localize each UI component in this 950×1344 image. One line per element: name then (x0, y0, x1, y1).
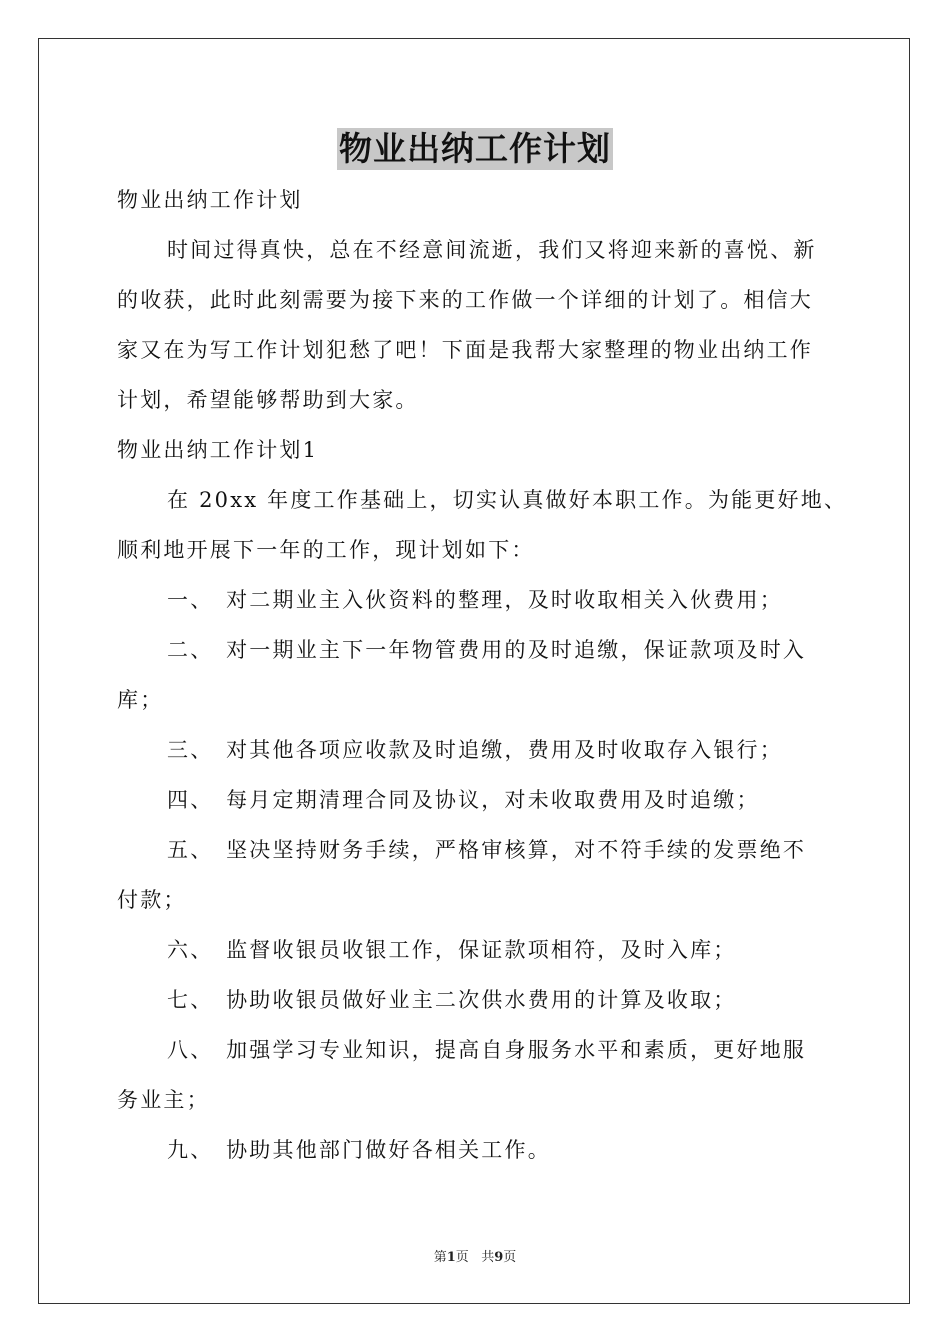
list-item-continuation: 务业主； (117, 1088, 210, 1112)
paragraph-line: 时间过得真快，总在不经意间流逝，我们又将迎来新的喜悦、新 (167, 238, 817, 262)
paragraph-line: 家又在为写工作计划犯愁了吧！下面是我帮大家整理的物业出纳工作 (117, 338, 813, 362)
total-pages: 9 (494, 1250, 504, 1265)
page-prefix: 第 (433, 1250, 447, 1265)
paragraph-line: 的收获，此时此刻需要为接下来的工作做一个详细的计划了。相信大 (117, 288, 813, 312)
list-item: 九、 协助其他部门做好各相关工作。 (167, 1138, 551, 1162)
list-item: 八、 加强学习专业知识，提高自身服务水平和素质，更好地服 (167, 1038, 807, 1062)
list-item: 七、 协助收银员做好业主二次供水费用的计算及收取； (167, 988, 737, 1012)
list-item-continuation: 付款； (117, 888, 187, 912)
list-item: 六、 监督收银员收银工作，保证款项相符，及时入库； (167, 938, 737, 962)
paragraph-line: 顺利地开展下一年的工作，现计划如下： (117, 538, 535, 562)
list-item: 五、 坚决坚持财务手续，严格审核算，对不符手续的发票绝不 (167, 838, 807, 862)
paragraph-line: 计划，希望能够帮助到大家。 (117, 388, 419, 412)
paragraph-line: 在 20xx 年度工作基础上，切实认真做好本职工作。为能更好地、 (167, 488, 848, 512)
list-item-continuation: 库； (117, 688, 164, 712)
page-footer (0, 1246, 950, 1265)
page-number: 1 (446, 1250, 456, 1265)
title-container (0, 128, 950, 170)
subtitle-line: 物业出纳工作计划 (117, 188, 303, 212)
list-item: 三、 对其他各项应收款及时追缴，费用及时收取存入银行； (167, 738, 783, 762)
section-heading: 物业出纳工作计划1 (117, 438, 319, 462)
list-item: 四、 每月定期清理合同及协议，对未收取费用及时追缴； (167, 788, 760, 812)
document-title: 物业出纳工作计划 (339, 129, 611, 168)
total-suffix: 页 (503, 1250, 517, 1265)
total-prefix: 共 (481, 1250, 495, 1265)
page-suffix: 页 (455, 1250, 469, 1265)
list-item: 二、 对一期业主下一年物管费用的及时追缴，保证款项及时入 (167, 638, 807, 662)
list-item: 一、 对二期业主入伙资料的整理，及时收取相关入伙费用； (167, 588, 783, 612)
